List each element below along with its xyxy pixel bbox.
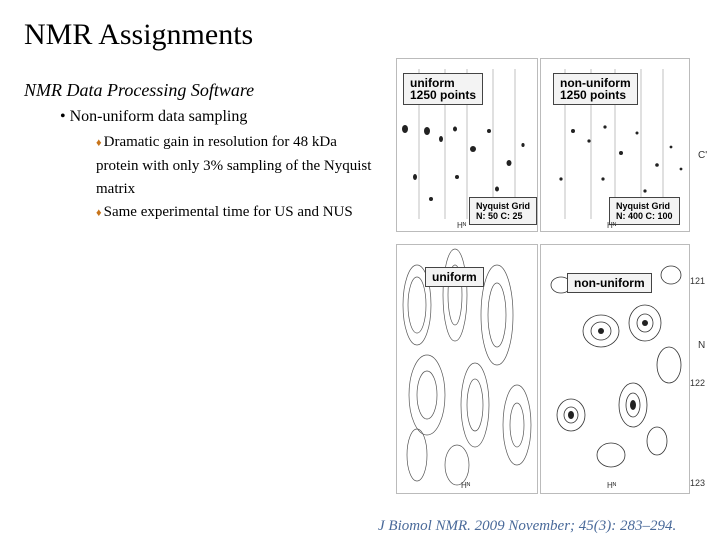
non-uniform-1250-label: non-uniform 1250 points	[553, 73, 638, 105]
diamond-bullet-icon: ♦	[96, 207, 102, 219]
nmr-panel-top-right	[540, 58, 690, 232]
sub-bullet-list	[96, 131, 376, 225]
side-axis-label-bottom: N	[698, 340, 706, 351]
sub-bullet-2	[96, 201, 376, 225]
x-axis-label-top-left: Hᴺ	[457, 221, 467, 230]
side-axis-label-top: C'	[698, 150, 708, 161]
y-tick-122: 122	[690, 378, 706, 388]
sub-bullet-1	[96, 131, 376, 201]
nyquist-grid-label-right: Nyquist Grid N: 400 C: 100	[609, 197, 680, 225]
uniform-label-bottom: uniform	[425, 267, 484, 287]
nmr-panel-bottom-right	[540, 244, 690, 494]
uniform-1250-label: uniform 1250 points	[403, 73, 483, 105]
journal-citation: J Biomol NMR. 2009 November; 45(3): 283–294.	[378, 518, 677, 534]
nyquist-grid-label-left: Nyquist Grid N: 50 C: 25	[469, 197, 537, 225]
main-bullet: • Non-uniform data sampling	[60, 108, 248, 125]
slide-subtitle: NMR Data Processing Software	[24, 80, 255, 100]
x-axis-label-top-right: Hᴺ	[607, 221, 617, 230]
nmr-panel-bottom-left	[396, 244, 538, 494]
y-tick-121: 121	[690, 276, 706, 286]
non-uniform-label-bottom: non-uniform	[567, 273, 652, 293]
nmr-panel-top-left	[396, 58, 538, 232]
x-axis-label-bottom-left: Hᴺ	[461, 481, 471, 490]
slide-title: NMR Assignments	[24, 18, 254, 51]
diamond-bullet-icon: ♦	[96, 137, 102, 149]
sub-bullet-1-text: Dramatic gain in resolution for 48 kDa protein with only 3% sampling of the Nyquist matrix	[96, 134, 372, 197]
x-axis-label-bottom-right: Hᴺ	[607, 481, 617, 490]
sub-bullet-2-text: Same experimental time for US and NUS	[103, 204, 353, 220]
y-tick-123: 123	[690, 478, 706, 488]
